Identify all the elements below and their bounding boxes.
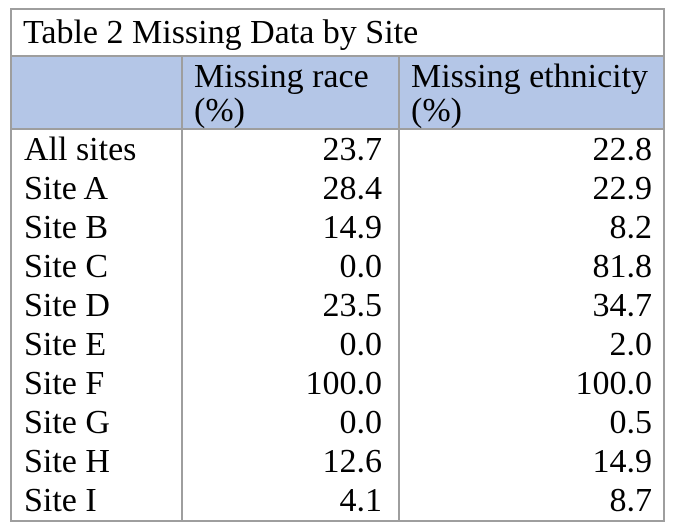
table-title: Table 2 Missing Data by Site bbox=[11, 9, 664, 56]
race-value: 28.4 bbox=[182, 169, 399, 208]
ethnicity-value: 22.9 bbox=[399, 169, 664, 208]
column-header-ethnicity-line2: (%) bbox=[411, 92, 462, 129]
race-value: 23.7 bbox=[182, 129, 399, 169]
race-value: 12.6 bbox=[182, 442, 399, 481]
column-header-ethnicity-line1: Missing ethnicity bbox=[411, 58, 649, 95]
row-label: Site I bbox=[11, 481, 182, 521]
ethnicity-value: 81.8 bbox=[399, 247, 664, 286]
ethnicity-value: 14.9 bbox=[399, 442, 664, 481]
column-header-race-line2: (%) bbox=[194, 92, 245, 129]
table-row bbox=[11, 403, 664, 442]
race-value: 0.0 bbox=[182, 325, 399, 364]
row-label: Site G bbox=[11, 403, 182, 442]
column-header-race-line1: Missing race bbox=[194, 58, 369, 95]
ethnicity-value: 8.7 bbox=[399, 481, 664, 521]
race-value: 23.5 bbox=[182, 286, 399, 325]
ethnicity-value: 34.7 bbox=[399, 286, 664, 325]
missing-data-table bbox=[10, 8, 665, 522]
row-label: Site B bbox=[11, 208, 182, 247]
row-label: Site C bbox=[11, 247, 182, 286]
row-label: Site A bbox=[11, 169, 182, 208]
race-value: 4.1 bbox=[182, 481, 399, 521]
table-row bbox=[11, 481, 664, 521]
race-value: 0.0 bbox=[182, 247, 399, 286]
table-row bbox=[11, 208, 664, 247]
column-header-race bbox=[182, 56, 399, 129]
row-label: Site D bbox=[11, 286, 182, 325]
table-row bbox=[11, 325, 664, 364]
row-label: Site F bbox=[11, 364, 182, 403]
race-value: 100.0 bbox=[182, 364, 399, 403]
row-label: Site H bbox=[11, 442, 182, 481]
ethnicity-value: 0.5 bbox=[399, 403, 664, 442]
ethnicity-value: 8.2 bbox=[399, 208, 664, 247]
column-header-ethnicity bbox=[399, 56, 664, 129]
ethnicity-value: 100.0 bbox=[399, 364, 664, 403]
table-row bbox=[11, 442, 664, 481]
row-label: All sites bbox=[11, 129, 182, 169]
table-row bbox=[11, 286, 664, 325]
table-row bbox=[11, 247, 664, 286]
ethnicity-value: 22.8 bbox=[399, 129, 664, 169]
row-label: Site E bbox=[11, 325, 182, 364]
table-row bbox=[11, 364, 664, 403]
header-row bbox=[11, 56, 664, 129]
ethnicity-value: 2.0 bbox=[399, 325, 664, 364]
table-row bbox=[11, 129, 664, 169]
table-row bbox=[11, 169, 664, 208]
race-value: 0.0 bbox=[182, 403, 399, 442]
race-value: 14.9 bbox=[182, 208, 399, 247]
title-row bbox=[11, 9, 664, 56]
header-empty-cell bbox=[11, 56, 182, 129]
